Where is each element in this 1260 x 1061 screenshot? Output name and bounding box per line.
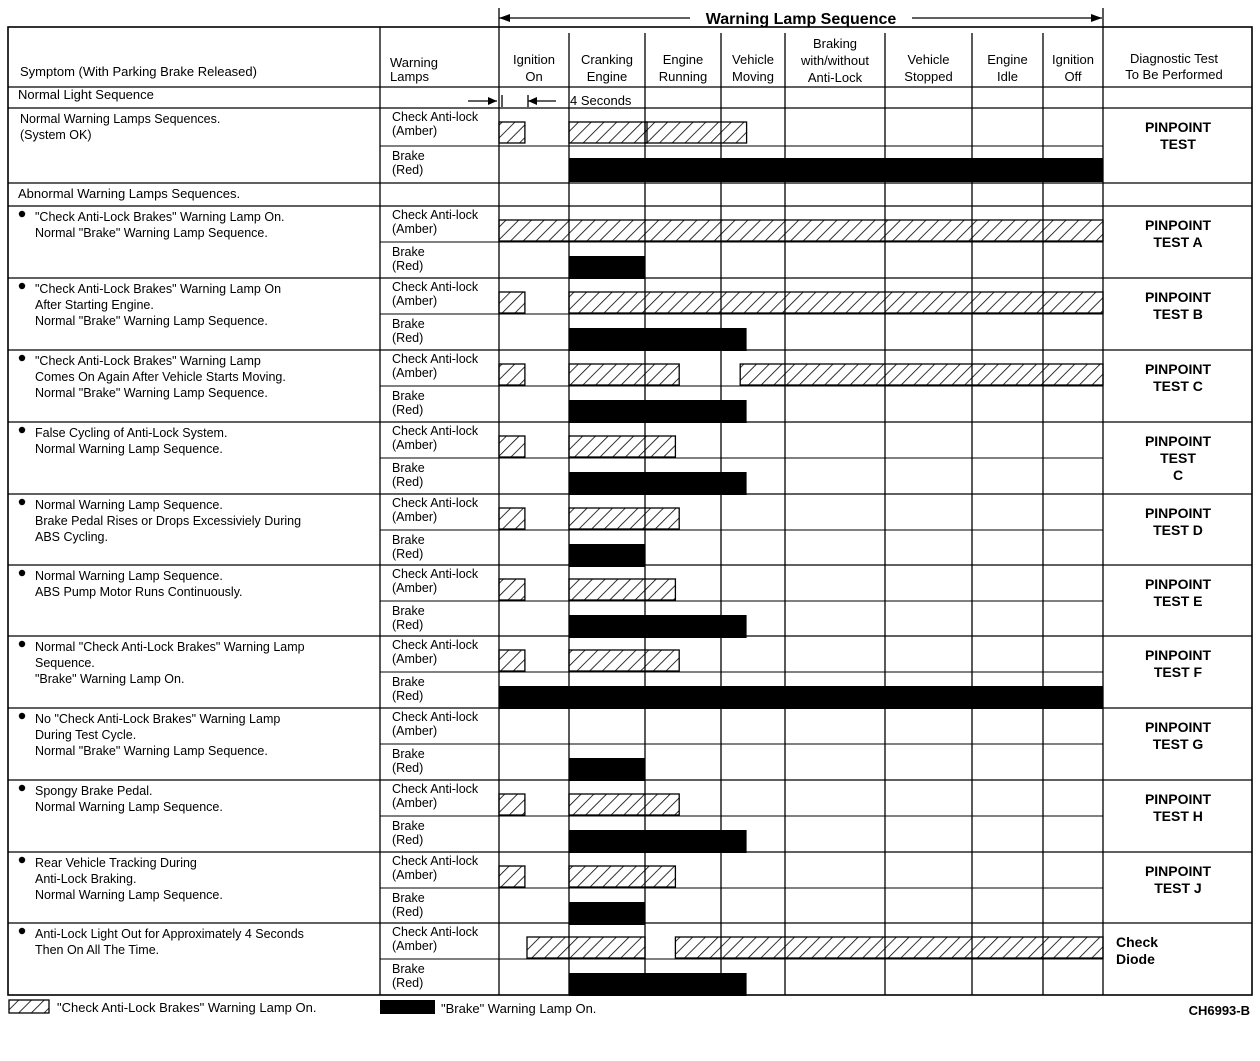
amber-lamp-bar <box>675 937 1103 958</box>
symptom-text: Rear Vehicle Tracking During <box>35 856 197 870</box>
symptom-text: Anti-Lock Braking. <box>35 872 137 886</box>
red-lamp-label: Brake <box>392 317 425 331</box>
diagnostic-test-label: TEST A <box>1153 234 1203 250</box>
red-lamp-bar <box>569 973 747 996</box>
diagnostic-test-label: PINPOINT <box>1144 119 1212 135</box>
amber-lamp-bar <box>499 650 525 671</box>
warning-lamps-header-2: Lamps <box>390 69 430 84</box>
amber-lamp-bar <box>569 364 679 385</box>
red-lamp-label: Brake <box>392 245 425 259</box>
legend-amber-swatch <box>9 1000 49 1013</box>
diagnostic-test-label: PINPOINT <box>1144 361 1212 377</box>
amber-lamp-label: Check Anti-lock <box>392 567 479 581</box>
phase-header-5: Braking <box>812 36 858 51</box>
red-lamp-label: Brake <box>392 675 425 689</box>
amber-lamp-label: Check Anti-lock <box>392 638 479 652</box>
symptom-text: No "Check Anti-Lock Brakes" Warning Lamp <box>35 712 281 726</box>
amber-lamp-bar <box>527 937 645 958</box>
amber-lamp-label: Check Anti-lock <box>392 710 479 724</box>
phase-header-2: Engine <box>586 69 628 84</box>
bullet-icon <box>19 283 25 289</box>
legend <box>9 1000 1250 1018</box>
legend-red-swatch <box>380 1000 435 1014</box>
symptom-text: Normal Warning Lamp Sequence. <box>35 888 223 902</box>
amber-lamp-color: (Amber) <box>392 510 438 524</box>
symptom-text: Normal Warning Lamps Sequences. <box>20 112 221 126</box>
red-lamp-bar <box>569 830 747 853</box>
four-seconds-label: 4 Seconds <box>570 93 632 108</box>
red-lamp-bar <box>499 686 1103 709</box>
diagnostic-test-label: TEST J <box>1154 880 1202 896</box>
phase-header-5: Anti-Lock <box>807 70 863 85</box>
red-lamp-color: (Red) <box>392 547 424 561</box>
amber-lamp-bar <box>569 436 675 457</box>
red-lamp-label: Brake <box>392 747 425 761</box>
diagnostic-test-label: PINPOINT <box>1144 719 1212 735</box>
warning-lamps-header-1: Warning <box>390 55 438 70</box>
amber-lamp-bar <box>499 364 525 385</box>
symptom-text: After Starting Engine. <box>35 298 154 312</box>
amber-lamp-label: Check Anti-lock <box>392 925 479 939</box>
amber-lamp-bar <box>569 508 679 529</box>
amber-lamp-bar <box>569 579 675 600</box>
symptom-text: Anti-Lock Light Out for Approximately 4 Seconds <box>35 927 304 941</box>
phase-header-8: Off <box>1064 69 1082 84</box>
red-lamp-label: Brake <box>392 149 425 163</box>
diagnostic-test-label: TEST <box>1160 450 1196 466</box>
diagnostic-test-label: PINPOINT <box>1144 289 1212 305</box>
symptom-text: "Check Anti-Lock Brakes" Warning Lamp On <box>35 282 282 296</box>
amber-lamp-color: (Amber) <box>392 222 438 236</box>
amber-lamp-bar <box>569 122 747 143</box>
diagnostic-test-label: Diode <box>1116 951 1155 967</box>
symptom-text: ABS Pump Motor Runs Continuously. <box>35 585 243 599</box>
diagnostic-test-label: TEST <box>1160 136 1196 152</box>
diagnostic-test-label: C <box>1172 467 1184 483</box>
red-lamp-color: (Red) <box>392 833 424 847</box>
red-lamp-color: (Red) <box>392 163 424 177</box>
phase-header-6: Stopped <box>904 69 953 84</box>
symptom-row <box>19 710 1212 781</box>
red-lamp-label: Brake <box>392 461 425 475</box>
amber-lamp-color: (Amber) <box>392 366 438 380</box>
symptom-text: Normal "Brake" Warning Lamp Sequence. <box>35 744 268 758</box>
symptom-text: "Check Anti-Lock Brakes" Warning Lamp On. <box>35 210 285 224</box>
amber-lamp-bar <box>499 508 525 529</box>
symptom-text: Normal Warning Lamp Sequence. <box>35 442 223 456</box>
red-lamp-color: (Red) <box>392 331 424 345</box>
phase-header-5: with/without <box>801 53 869 68</box>
red-lamp-bar <box>569 158 1103 182</box>
amber-lamp-label: Check Anti-lock <box>392 496 479 510</box>
red-lamp-color: (Red) <box>392 475 424 489</box>
symptom-text: "Check Anti-Lock Brakes" Warning Lamp <box>35 354 261 368</box>
red-lamp-color: (Red) <box>392 259 424 273</box>
legend-amber-text: "Check Anti-Lock Brakes" Warning Lamp On. <box>57 1000 317 1015</box>
phase-header-2: Cranking <box>580 52 634 67</box>
amber-lamp-bar <box>499 579 525 600</box>
red-lamp-color: (Red) <box>392 761 424 775</box>
symptom-text: Normal "Brake" Warning Lamp Sequence. <box>35 226 268 240</box>
red-lamp-color: (Red) <box>392 403 424 417</box>
amber-lamp-bar <box>499 122 525 143</box>
amber-lamp-bar <box>569 292 1103 313</box>
symptom-text: Then On All The Time. <box>35 943 160 957</box>
symptom-row <box>19 496 1212 567</box>
phase-header-1: Ignition <box>513 52 555 67</box>
four-seconds-markers <box>468 95 556 107</box>
diagnostic-test-label: TEST B <box>1153 306 1203 322</box>
symptom-row <box>19 280 1212 351</box>
red-lamp-label: Brake <box>392 891 425 905</box>
phase-header-6: Vehicle <box>907 52 950 67</box>
symptom-text: Normal Warning Lamp Sequence. <box>35 569 223 583</box>
bullet-icon <box>19 211 25 217</box>
amber-lamp-label: Check Anti-lock <box>392 854 479 868</box>
amber-lamp-label: Check Anti-lock <box>392 208 479 222</box>
red-lamp-bar <box>569 902 645 925</box>
amber-lamp-bar <box>499 436 525 457</box>
bullet-icon <box>19 641 25 647</box>
diagnostic-test-label: TEST E <box>1153 593 1203 609</box>
bullet-icon <box>19 785 25 791</box>
phase-header-1: On <box>525 69 543 84</box>
diagnostic-test-label: PINPOINT <box>1144 217 1212 233</box>
bullet-icon <box>19 355 25 361</box>
red-lamp-label: Brake <box>392 962 425 976</box>
amber-lamp-color: (Amber) <box>392 294 438 308</box>
phase-header-4: Vehicle <box>732 52 774 67</box>
symptom-row <box>19 424 1212 495</box>
diagnostic-test-label: TEST D <box>1153 522 1203 538</box>
amber-lamp-color: (Amber) <box>392 868 438 882</box>
amber-lamp-bar <box>569 866 675 887</box>
diagnostic-test-label: PINPOINT <box>1144 863 1212 879</box>
symptom-row <box>19 208 1212 279</box>
amber-lamp-color: (Amber) <box>392 124 438 138</box>
red-lamp-label: Brake <box>392 604 425 618</box>
amber-lamp-bar <box>499 866 525 887</box>
symptom-text: Brake Pedal Rises or Drops Excessiviely During <box>35 514 302 528</box>
diagnostic-test-label: PINPOINT <box>1144 505 1212 521</box>
amber-lamp-label: Check Anti-lock <box>392 280 479 294</box>
bullet-icon <box>19 427 25 433</box>
red-lamp-bar <box>569 472 747 495</box>
diagnostic-test-label: TEST H <box>1153 808 1203 824</box>
symptom-text: ABS Cycling. <box>35 530 108 544</box>
red-lamp-bar <box>569 758 645 781</box>
symptom-text: During Test Cycle. <box>35 728 137 742</box>
bullet-icon <box>19 570 25 576</box>
amber-lamp-color: (Amber) <box>392 724 438 738</box>
amber-lamp-color: (Amber) <box>392 939 438 953</box>
phase-header-3: Engine <box>662 52 704 67</box>
amber-lamp-label: Check Anti-lock <box>392 110 479 124</box>
phase-header-3: Running <box>658 69 708 84</box>
symptom-text: Comes On Again After Vehicle Starts Moving. <box>35 370 286 384</box>
symptom-row <box>19 782 1212 853</box>
symptom-text: Normal "Check Anti-Lock Brakes" Warning Lamp <box>35 640 305 654</box>
symptom-text: Spongy Brake Pedal. <box>35 784 153 798</box>
bullet-icon <box>19 928 25 934</box>
amber-lamp-label: Check Anti-lock <box>392 782 479 796</box>
symptom-text: (System OK) <box>20 128 92 142</box>
figure-code: CH6993-B <box>1188 1003 1250 1018</box>
chart-title: Warning Lamp Sequence <box>705 11 897 28</box>
symptom-text: Normal Warning Lamp Sequence. <box>35 498 223 512</box>
amber-lamp-color: (Amber) <box>392 796 438 810</box>
red-lamp-bar <box>569 615 747 638</box>
red-lamp-label: Brake <box>392 819 425 833</box>
red-lamp-color: (Red) <box>392 689 424 703</box>
symptom-text: False Cycling of Anti-Lock System. <box>35 426 228 440</box>
normal-section-label: Normal Light Sequence <box>18 87 154 102</box>
amber-lamp-label: Check Anti-lock <box>392 352 479 366</box>
symptom-header: Symptom (With Parking Brake Released) <box>20 64 257 79</box>
amber-lamp-bar <box>499 794 525 815</box>
amber-lamp-bar <box>645 122 647 143</box>
phase-header-7: Engine <box>987 52 1028 67</box>
abnormal-section-label: Abnormal Warning Lamps Sequences. <box>18 186 241 201</box>
amber-lamp-color: (Amber) <box>392 652 438 666</box>
symptom-row <box>19 854 1212 925</box>
symptom-text: "Brake" Warning Lamp On. <box>35 672 185 686</box>
amber-lamp-color: (Amber) <box>392 581 438 595</box>
phase-header-4: Moving <box>732 69 774 84</box>
symptom-text: Sequence. <box>35 656 95 670</box>
symptom-row <box>19 567 1212 638</box>
phase-headers <box>513 36 1094 85</box>
symptom-text: Normal "Brake" Warning Lamp Sequence. <box>35 314 268 328</box>
red-lamp-color: (Red) <box>392 905 424 919</box>
symptom-text: Normal Warning Lamp Sequence. <box>35 800 223 814</box>
symptom-row <box>19 925 1158 996</box>
bullet-icon <box>19 499 25 505</box>
diagnostic-test-label: PINPOINT <box>1144 576 1212 592</box>
amber-lamp-bar <box>499 220 1103 241</box>
bullet-icon <box>19 857 25 863</box>
phase-header-7: Idle <box>997 69 1018 84</box>
diagnostic-test-header-1: Diagnostic Test <box>1130 51 1218 66</box>
diagnostic-test-label: TEST C <box>1153 378 1203 394</box>
diagnostic-test-label: Check <box>1116 934 1159 950</box>
symptom-row <box>19 638 1212 709</box>
red-lamp-color: (Red) <box>392 618 424 632</box>
diagnostic-test-header-2: To Be Performed <box>1125 67 1223 82</box>
amber-lamp-bar <box>740 364 1103 385</box>
diagnostic-test-label: PINPOINT <box>1144 433 1212 449</box>
legend-red-text: "Brake" Warning Lamp On. <box>441 1001 597 1016</box>
diagnostic-test-label: PINPOINT <box>1144 647 1212 663</box>
diagnostic-test-label: PINPOINT <box>1144 791 1212 807</box>
phase-header-8: Ignition <box>1052 52 1094 67</box>
amber-lamp-label: Check Anti-lock <box>392 424 479 438</box>
amber-lamp-bar <box>499 292 525 313</box>
amber-lamp-bar <box>569 794 679 815</box>
amber-lamp-color: (Amber) <box>392 438 438 452</box>
red-lamp-bar <box>569 328 747 351</box>
diagnostic-test-label: TEST G <box>1152 736 1204 752</box>
bullet-icon <box>19 713 25 719</box>
symptom-text: Normal "Brake" Warning Lamp Sequence. <box>35 386 268 400</box>
red-lamp-label: Brake <box>392 533 425 547</box>
red-lamp-bar <box>569 256 645 279</box>
symptom-row <box>19 352 1212 423</box>
red-lamp-color: (Red) <box>392 976 424 990</box>
red-lamp-bar <box>569 400 747 423</box>
red-lamp-bar <box>569 544 645 567</box>
symptom-rows <box>19 110 1212 996</box>
diagnostic-test-label: TEST F <box>1153 664 1203 680</box>
amber-lamp-bar <box>569 650 679 671</box>
red-lamp-label: Brake <box>392 389 425 403</box>
